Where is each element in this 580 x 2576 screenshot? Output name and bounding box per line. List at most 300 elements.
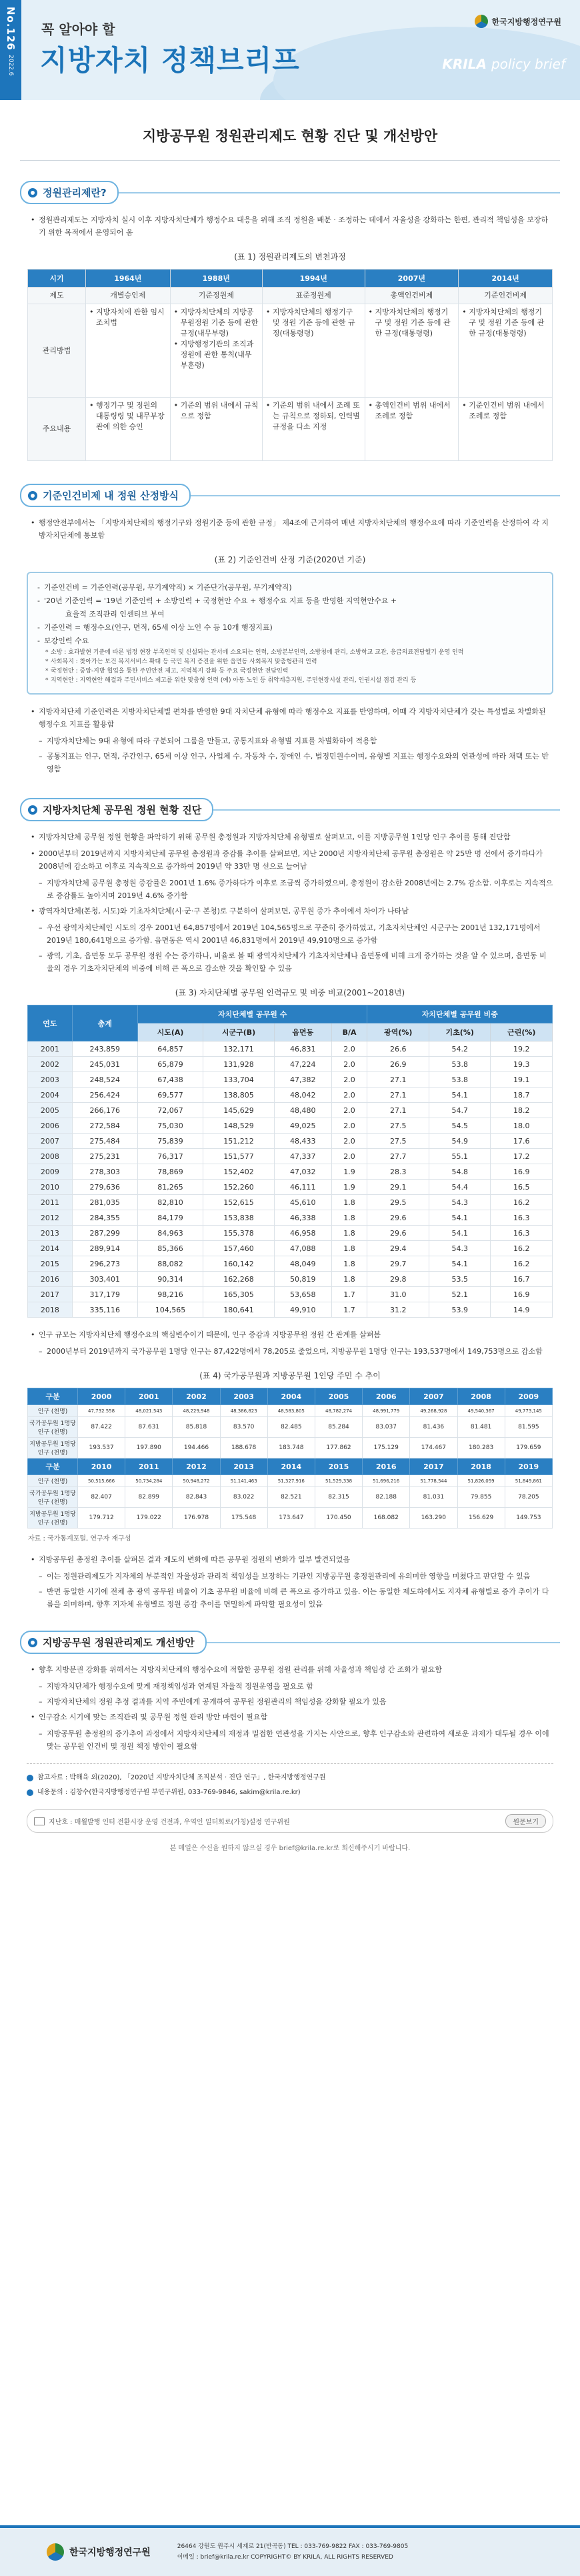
table-row: [28, 1226, 553, 1241]
table-cell: 275,484: [72, 1134, 137, 1149]
bullet-text: • 광역자치단체(본청, 시도)와 기초자치단체(시·군·구 본청)로 구분하여 살펴보면, 공무원 증가 추이에서 차이가 나타남: [31, 905, 553, 917]
row-header: 국가공무원 1명당 인구 (천명): [28, 1487, 78, 1508]
table-cell: 29.8: [367, 1272, 429, 1287]
table-cell: 18.7: [491, 1088, 553, 1103]
section-pill: [20, 1631, 207, 1654]
table-cell: 46,958: [274, 1226, 331, 1241]
org-logo-icon: [47, 2543, 64, 2561]
table-row: [28, 1041, 553, 1057]
table-cell: 50,948,272: [173, 1475, 220, 1487]
table-row: [28, 1475, 553, 1487]
sub-bullet-text: – 우선 광역자치단체인 시도의 경우 2001년 64,857명에서 2019년 104,565명으로 꾸준히 증가하였고, 기초자치단체인 시군구는 2001년 132,171명에서 2019년 180,641명으로 증가함. 읍면동은 역시 2001년 46,831명에서 2019년 49,910명으로 증가함: [31, 921, 553, 947]
table-row: [28, 1149, 553, 1164]
arrow-icon: [27, 1789, 33, 1796]
table-cell: 168.082: [363, 1508, 410, 1529]
table-cell: 51,529,338: [315, 1475, 362, 1487]
section-body: [31, 831, 553, 975]
cell-item: • 지방자치단체의 행정기구 및 정원 기준 등에 관한 규정(대통령령): [369, 307, 455, 339]
formula-note: * 소방 : 효과발현 기준에 따른 법정 현장 부족인력 및 신설되는 관서에 소요되는 인력, 소방본부인력, 소방청에 관리, 소방학교 교관, 응급의료전담헬기 운영 인력: [37, 648, 543, 657]
bullet-text: • 향후 지방분권 강화를 위해서는 지방자치단체의 행정수요에 적합한 공무원 정원 관리를 위해 자율성과 책임성 간 조화가 필요함: [31, 1663, 553, 1676]
table-cell: 98,216: [137, 1287, 203, 1302]
row-header: 주요내용: [28, 398, 86, 461]
table-subheader-cell: 광역(%): [367, 1023, 429, 1041]
section-title: 지방자치단체 공무원 정원 현황 진단: [43, 804, 202, 816]
brand-rest: policy brief: [491, 56, 565, 72]
table-cell: 152,260: [203, 1180, 275, 1195]
table-row: [28, 1272, 553, 1287]
year-cell: 2009: [28, 1164, 73, 1180]
mail-icon: [34, 1817, 45, 1825]
formula-line: - 기준인건비 = 기준인력(공무원, 무기계약직) × 기준단가(공무원, 무기계약직): [37, 581, 543, 594]
history-table: [27, 269, 553, 461]
table-cell: 81.481: [457, 1417, 505, 1438]
table-subheader-cell: 읍면동: [274, 1023, 331, 1041]
table-cell: 47,337: [274, 1149, 331, 1164]
table-cell: 303,401: [72, 1272, 137, 1287]
table-cell: 27.5: [367, 1134, 429, 1149]
cell-item: • 지방자치단체의 지방공무원정원 기준 등에 관한 규정(내무부령): [174, 307, 259, 339]
table-cell: 1.8: [331, 1210, 367, 1226]
table-cell: 48,991,779: [363, 1405, 410, 1417]
table-cell: 64,857: [137, 1041, 203, 1057]
footer-org-name: 한국지방행정연구원: [69, 2547, 151, 2558]
table-cell: 48,480: [274, 1103, 331, 1118]
table-cell: 82.899: [125, 1487, 173, 1508]
population-per-official-table: [27, 1388, 553, 1529]
footer-logo: [47, 2543, 151, 2561]
bullet-text: • 인구감소 시기에 맞는 조직관리 및 공무원 정원 관리 방안 마련이 필요함: [31, 1711, 553, 1723]
table-cell: 18.2: [491, 1103, 553, 1118]
table-cell: 총액인건비제: [365, 288, 459, 304]
section-rule: [213, 809, 560, 811]
table-cell: 104,565: [137, 1302, 203, 1318]
table-header-cell: 2010: [78, 1458, 125, 1475]
row-header: 인구 (천명): [28, 1475, 78, 1487]
table-cell: 17.6: [491, 1134, 553, 1149]
table-cell: 16.9: [491, 1287, 553, 1302]
table-cell: 2.0: [331, 1057, 367, 1072]
table-header-cell: 2011: [125, 1458, 173, 1475]
table-cell: 53,658: [274, 1287, 331, 1302]
table-cell: 18.0: [491, 1118, 553, 1134]
table-cell: 133,704: [203, 1072, 275, 1088]
table-cell: 82,810: [137, 1195, 203, 1210]
table-row: [28, 1057, 553, 1072]
table-cell: [365, 304, 459, 398]
table-cell: 153,838: [203, 1210, 275, 1226]
table-cell: [170, 304, 262, 398]
issue-number: No.126: [5, 7, 17, 51]
table-cell: 76,317: [137, 1149, 203, 1164]
org-logo[interactable]: [475, 15, 561, 28]
table-cell: 173.647: [267, 1508, 315, 1529]
table-header-cell: 2007: [410, 1388, 457, 1405]
table-cell: 55.1: [429, 1149, 490, 1164]
table-cell: 52.1: [429, 1287, 490, 1302]
table-cell: 2.0: [331, 1088, 367, 1103]
table-cell: 54.9: [429, 1134, 490, 1149]
table-cell: 51,141,463: [220, 1475, 267, 1487]
table-cell: 1.8: [331, 1272, 367, 1287]
table-cell: 46,831: [274, 1041, 331, 1057]
table-cell: 19.1: [491, 1072, 553, 1088]
brand-bold: KRILA: [442, 56, 487, 72]
references: [27, 1763, 553, 1800]
table-caption: (표 1) 정원관리제도의 변천과정: [234, 252, 346, 262]
view-original-button[interactable]: 원문보기: [505, 1814, 546, 1828]
table-cell: 289,914: [72, 1241, 137, 1256]
sub-bullet-text: – 이는 정원관리제도가 지자체의 부분적인 자율성과 관리적 책임성을 보장하는 기관인 지방공무원 총정원관리에 유의미한 영향을 미쳤다고 판단할 수 있음: [31, 1570, 553, 1583]
cell-item: • 지방행정기관의 조직과 정원에 관한 통칙(내무부훈령): [174, 339, 259, 371]
bullet-text: • 인구 규모는 지방자치단체 행정수요의 핵심변수이기 때문에, 인구 증감과 지방공무원 정원 간 관계를 살펴봄: [31, 1328, 553, 1341]
table-cell: 1.7: [331, 1287, 367, 1302]
table-cell: 81.595: [505, 1417, 552, 1438]
sub-bullet-text: – 반면 동일한 시기에 전체 총 광역 공무원 비율이 기초 공무원 비율에 비해 큰 폭으로 증가하고 있음. 이는 동일한 제도하에서도 지자체 유형별로 증가 추이가 다름을 의미하며, 향후 지자체 유형별로 정원 증감 추이를 면밀하게 파악할 필요성이 있음: [31, 1585, 553, 1611]
section-pill: [20, 181, 119, 204]
table-header-cell: 2005: [315, 1388, 362, 1405]
table-cell: [262, 304, 365, 398]
formula-line: - 보강인력 수요: [37, 634, 543, 648]
bullet-text: • 지방자치단체 공무원 정원 현황을 파악하기 위해 공무원 총정원과 지방자치단체 유형별로 살펴보고, 이를 지방공무원 1인당 인구 추이를 통해 진단함: [31, 831, 553, 843]
table-cell: 14.9: [491, 1302, 553, 1318]
bullet-circle-icon: [28, 491, 37, 500]
table-cell: 47,732.558: [78, 1405, 125, 1417]
table-note: 자료 : 국가통계포털, 연구자 재구성: [28, 1535, 131, 1543]
table-row: [28, 1195, 553, 1210]
table-row: [28, 1210, 553, 1226]
table-header-cell: 1988년: [170, 270, 262, 288]
table-cell: 188.678: [220, 1438, 267, 1458]
staff-size-table: [27, 1005, 553, 1318]
table-row: [28, 1508, 553, 1529]
formula-note: * 지역현안 : 지역현안 해결과 주민서비스 제고를 위한 맞춤형 인력 (예) 아동 노인 등 취약계층지원, 주민현장시설 관리, 인권시설 점검 관리 등: [37, 676, 543, 685]
table-cell: 82.188: [363, 1487, 410, 1508]
table-cell: 84,179: [137, 1210, 203, 1226]
table-cell: 256,424: [72, 1088, 137, 1103]
table-cell: 180.283: [457, 1438, 505, 1458]
table-cell: 287,299: [72, 1226, 137, 1241]
table-cell: 29.5: [367, 1195, 429, 1210]
table-cell: 81.031: [410, 1487, 457, 1508]
table-row: [28, 1417, 553, 1438]
section-rule: [119, 192, 560, 193]
table-cell: 165,305: [203, 1287, 275, 1302]
table-row: [28, 1438, 553, 1458]
table-cell: 27.5: [367, 1118, 429, 1134]
table-cell: 183.748: [267, 1438, 315, 1458]
section-title: 기준인건비제 내 정원 산정방식: [43, 490, 179, 502]
section-body: [31, 1328, 553, 1358]
arrow-icon: [27, 1775, 33, 1781]
table-cell: 2.0: [331, 1118, 367, 1134]
table-cell: 2.0: [331, 1072, 367, 1088]
table-cell: 50,819: [274, 1272, 331, 1287]
table-cell: 50,515,666: [78, 1475, 125, 1487]
cell-item: • 기준의 범위 내에서 조례 또는 규칙으로 정하되, 인력별 규정을 다소 지정: [266, 400, 361, 432]
table-body: [28, 1388, 553, 1529]
year-cell: 2011: [28, 1195, 73, 1210]
table-cell: 46,338: [274, 1210, 331, 1226]
table-subheader-cell: B/A: [331, 1023, 367, 1041]
year-cell: 2004: [28, 1088, 73, 1103]
table-cell: 284,355: [72, 1210, 137, 1226]
table-row: [28, 1118, 553, 1134]
page-footer: [0, 2525, 580, 2576]
table-cell: 48,049: [274, 1256, 331, 1272]
table-cell: 85.818: [173, 1417, 220, 1438]
table-cell: 47,032: [274, 1164, 331, 1180]
table-cell: 281,035: [72, 1195, 137, 1210]
table-cell: [459, 304, 553, 398]
sub-bullet-text: – 지방자치단체는 9대 유형에 따라 구분되어 그룹을 만들고, 공통지표와 유형별 지표를 차별화하여 적용함: [31, 735, 553, 747]
previous-issue-text: 지난호 : 매월발행 인터 전환시장 운영 건전과, 우역인 일터회로(가칭)설정 연구위원: [49, 1819, 290, 1826]
formula-line: - 기준인력 = 행정수요(인구, 면적, 65세 이상 노인 수 등 10개 행정지표): [37, 621, 543, 634]
table-cell: 179.659: [505, 1438, 552, 1458]
table-cell: 19.2: [491, 1041, 553, 1057]
table-header-cell: 2016: [363, 1458, 410, 1475]
year-cell: 2016: [28, 1272, 73, 1287]
section-title: 지방공무원 정원관리제도 개선방안: [43, 1637, 195, 1649]
table-cell: 2.0: [331, 1041, 367, 1057]
table-cell: 27.1: [367, 1103, 429, 1118]
table-cell: 49,773,145: [505, 1405, 552, 1417]
table-header-cell: 2019: [505, 1458, 552, 1475]
table-cell: 29.6: [367, 1226, 429, 1241]
table-row: [28, 1405, 553, 1417]
table-caption: (표 3) 자치단체별 공무원 인력규모 및 비중 비교(2001~2018년): [175, 988, 405, 997]
table-header-cell: 2014년: [459, 270, 553, 288]
table-cell: 180,641: [203, 1302, 275, 1318]
table-row: [28, 1241, 553, 1256]
table-cell: 155,378: [203, 1226, 275, 1241]
table-cell: 275,231: [72, 1149, 137, 1164]
table-cell: 54.3: [429, 1241, 490, 1256]
table-cell: 78.205: [505, 1487, 552, 1508]
table-cell: 67,438: [137, 1072, 203, 1088]
table-cell: 72,067: [137, 1103, 203, 1118]
sub-bullet-text: – 지방공무원 총정원의 증가추이 과정에서 지방자치단체의 재정과 밀접한 연관성을 가지는 사안으로, 향후 인구감소와 관련하여 새로운 과제가 대두될 경우 이에 맞는 공무원 인건비 및 정원 책정 방안이 필요함: [31, 1727, 553, 1753]
table-header-cell: 1964년: [86, 270, 171, 288]
table-cell: 2.0: [331, 1134, 367, 1149]
year-cell: 2012: [28, 1210, 73, 1226]
table-cell: 157,460: [203, 1241, 275, 1256]
formula-box: [27, 572, 553, 695]
issue-tab: [0, 0, 21, 100]
table-cell: 54.8: [429, 1164, 490, 1180]
table-header-cell: 2001: [125, 1388, 173, 1405]
table-cell: 279,636: [72, 1180, 137, 1195]
table-cell: 표준정원제: [262, 288, 365, 304]
table-cell: 163.290: [410, 1508, 457, 1529]
header-title: 지방자치 정책브리프: [40, 44, 300, 77]
table-header-row: [28, 1458, 553, 1475]
table-header-cell: 2004: [267, 1388, 315, 1405]
contact-text: 내용문의 : 김창수(한국지방행정연구원 부연구위원, 033-769-9846, sakim@krila.re.kr): [37, 1789, 301, 1796]
table-cell: 기준정원제: [170, 288, 262, 304]
table-cell: [170, 398, 262, 461]
table-row: [28, 1487, 553, 1508]
table-cell: [86, 304, 171, 398]
table-cell: 29.4: [367, 1241, 429, 1256]
table-cell: 54.4: [429, 1180, 490, 1195]
row-header: 관리방법: [28, 304, 86, 398]
section-body: [31, 516, 553, 542]
bullet-text: • 정원관리제도는 지방자치 실시 이후 지방자치단체가 행정수요 대응을 위해 조직 정원을 배분 · 조정하는 데에서 자율성을 강화하는 한편, 관리적 책임성을 보장하기 위한 목적에서 운영되어 옴: [31, 213, 553, 239]
table-row: [28, 1072, 553, 1088]
table-cell: 317,179: [72, 1287, 137, 1302]
footer-copyright: 이메일 : brief@krila.re.kr COPYRIGHT© BY KRILA, ALL RIGHTS RESERVED: [177, 2554, 393, 2561]
table-header-cell: 자치단체별 공무원 비중: [367, 1005, 553, 1023]
table-cell: 175.129: [363, 1438, 410, 1458]
table-caption: (표 4) 국가공무원과 지방공무원 1인당 주민 수 추이: [199, 1371, 381, 1380]
table-cell: 16.9: [491, 1164, 553, 1180]
table-row: [28, 1256, 553, 1272]
table-header-cell: 2000: [78, 1388, 125, 1405]
table-cell: 85,366: [137, 1241, 203, 1256]
formula-line: 효율적 조직관리 인센티브 부여: [65, 610, 165, 618]
table-cell: 81.436: [410, 1417, 457, 1438]
table-cell: 85.284: [315, 1417, 362, 1438]
table-header-cell: 2013: [220, 1458, 267, 1475]
table-header-cell: 2012: [173, 1458, 220, 1475]
table-cell: 193.537: [78, 1438, 125, 1458]
table-cell: 16.2: [491, 1256, 553, 1272]
table-cell: 51,778,544: [410, 1475, 457, 1487]
table-cell: 1.9: [331, 1180, 367, 1195]
table-cell: 1.8: [331, 1256, 367, 1272]
org-logo-icon: [475, 15, 488, 28]
table-cell: 152,402: [203, 1164, 275, 1180]
table-cell: 47,088: [274, 1241, 331, 1256]
table-cell: 176.978: [173, 1508, 220, 1529]
table-cell: 16.7: [491, 1272, 553, 1287]
table-cell: 26.9: [367, 1057, 429, 1072]
table-body: [28, 1041, 553, 1318]
year-cell: 2002: [28, 1057, 73, 1072]
table-row: [28, 1088, 553, 1103]
table-cell: 54.3: [429, 1195, 490, 1210]
table-header-cell: 2006: [363, 1388, 410, 1405]
table-cell: 79.855: [457, 1487, 505, 1508]
formula-note: * 국정현안 : 중앙-지방 협업을 통한 주민안전 제고, 지역복지 강화 등 주요 국정현안 전담인력: [37, 667, 543, 676]
table-cell: 156.629: [457, 1508, 505, 1529]
table-cell: 87.631: [125, 1417, 173, 1438]
table-cell: 46,111: [274, 1180, 331, 1195]
header-subtitle: 꼭 알아야 할: [41, 21, 115, 37]
table-cell: 138,805: [203, 1088, 275, 1103]
table-cell: 48,583,805: [267, 1405, 315, 1417]
row-header: 국가공무원 1명당 인구 (천명): [28, 1417, 78, 1438]
sub-bullet-text: – 지방자치단체의 정원 추정 결과를 지역 주민에게 공개하여 공무원 정원관리의 책임성을 강화할 필요가 있음: [31, 1695, 553, 1708]
unsubscribe-note: 본 메일은 수신을 원하지 않으실 경우 brief@krila.re.kr로 회신해주시기 바랍니다.: [169, 1845, 411, 1852]
section-body: [31, 1553, 553, 1611]
year-cell: 2008: [28, 1149, 73, 1164]
table-cell: 145,629: [203, 1103, 275, 1118]
table-header-cell: 2014: [267, 1458, 315, 1475]
table-cell: 81,265: [137, 1180, 203, 1195]
table-cell: 83.037: [363, 1417, 410, 1438]
table-subheader-cell: 시도(A): [137, 1023, 203, 1041]
table-cell: 1.8: [331, 1241, 367, 1256]
table-cell: 16.3: [491, 1226, 553, 1241]
table-header-cell: 1994년: [262, 270, 365, 288]
reference-text: 참고자료 : 박해육 외(2020), 「2020년 지방자치단체 조직분석 · 진단 연구」, 한국지방행정연구원: [37, 1774, 326, 1781]
table-cell: 29.1: [367, 1180, 429, 1195]
table-header-cell: 2002: [173, 1388, 220, 1405]
table-cell: 82.843: [173, 1487, 220, 1508]
table-cell: 179.022: [125, 1508, 173, 1529]
table-cell: 48,782,274: [315, 1405, 362, 1417]
table-cell: 175.548: [220, 1508, 267, 1529]
table-cell: [86, 398, 171, 461]
table-row: [28, 1134, 553, 1149]
table-cell: 296,273: [72, 1256, 137, 1272]
reference-item[interactable]: [27, 1785, 553, 1800]
table-cell: 278,303: [72, 1164, 137, 1180]
table-subheader-cell: 시군구(B): [203, 1023, 275, 1041]
table-cell: 243,859: [72, 1041, 137, 1057]
cell-item: • 기준의 범위 내에서 규칙으로 정함: [174, 400, 259, 422]
table-cell: 47,224: [274, 1057, 331, 1072]
table-header-cell: 총계: [72, 1005, 137, 1041]
reference-item: [27, 1771, 553, 1785]
table-header-cell: 연도: [28, 1005, 73, 1041]
bullet-circle-icon: [28, 1638, 37, 1647]
table-cell: 160,142: [203, 1256, 275, 1272]
table-cell: 177.862: [315, 1438, 362, 1458]
year-cell: 2003: [28, 1072, 73, 1088]
table-cell: 335,116: [72, 1302, 137, 1318]
year-cell: 2015: [28, 1256, 73, 1272]
row-header: 지방공무원 1명당 인구 (천명): [28, 1438, 78, 1458]
table-cell: 50,734,284: [125, 1475, 173, 1487]
year-cell: 2010: [28, 1180, 73, 1195]
bullet-circle-icon: [28, 188, 37, 197]
table-cell: 45,610: [274, 1195, 331, 1210]
table-cell: 2.0: [331, 1149, 367, 1164]
section-pill: [20, 798, 213, 821]
table-cell: 1.9: [331, 1164, 367, 1180]
table-cell: 49,910: [274, 1302, 331, 1318]
bullet-text: • 2000년부터 2019년까지 지방자치단체 공무원 총정원과 증감률 추이를 살펴보면, 지난 2000년 지방자치단체 공무원 총정원은 약 25만 명 선에서 증가하다가 2008년에 감소하고 이후로 지속적으로 증가하여 2019년 약 33만 명 선으로 늘어남: [31, 847, 553, 873]
table-subheader-cell: 근린(%): [491, 1023, 553, 1041]
year-cell: 2007: [28, 1134, 73, 1149]
table-header-row: [28, 1388, 553, 1405]
table-cell: 170.450: [315, 1508, 362, 1529]
table-cell: 87.422: [78, 1417, 125, 1438]
table-cell: 53.8: [429, 1057, 490, 1072]
table-cell: [365, 398, 459, 461]
document-title: 지방공무원 정원관리제도 현황 진단 및 개선방안: [20, 125, 560, 161]
table-cell: 54.1: [429, 1256, 490, 1272]
table-cell: 48,386,823: [220, 1405, 267, 1417]
table-cell: 48,042: [274, 1088, 331, 1103]
row-header: 제도: [28, 288, 86, 304]
table-cell: 16.2: [491, 1195, 553, 1210]
year-cell: 2014: [28, 1241, 73, 1256]
table-row: [28, 1287, 553, 1302]
table-cell: 82.315: [315, 1487, 362, 1508]
table-cell: 19.3: [491, 1057, 553, 1072]
section-header: [20, 181, 560, 204]
cell-item: • 총액인건비 범위 내에서 조례로 정함: [369, 400, 455, 422]
row-header: 지방공무원 1명당 인구 (천명): [28, 1508, 78, 1529]
table-cell: 51,849,861: [505, 1475, 552, 1487]
section-title: 정원관리제란?: [43, 187, 107, 199]
table-cell: 1.8: [331, 1226, 367, 1241]
table-cell: 248,524: [72, 1072, 137, 1088]
table-cell: 26.6: [367, 1041, 429, 1057]
